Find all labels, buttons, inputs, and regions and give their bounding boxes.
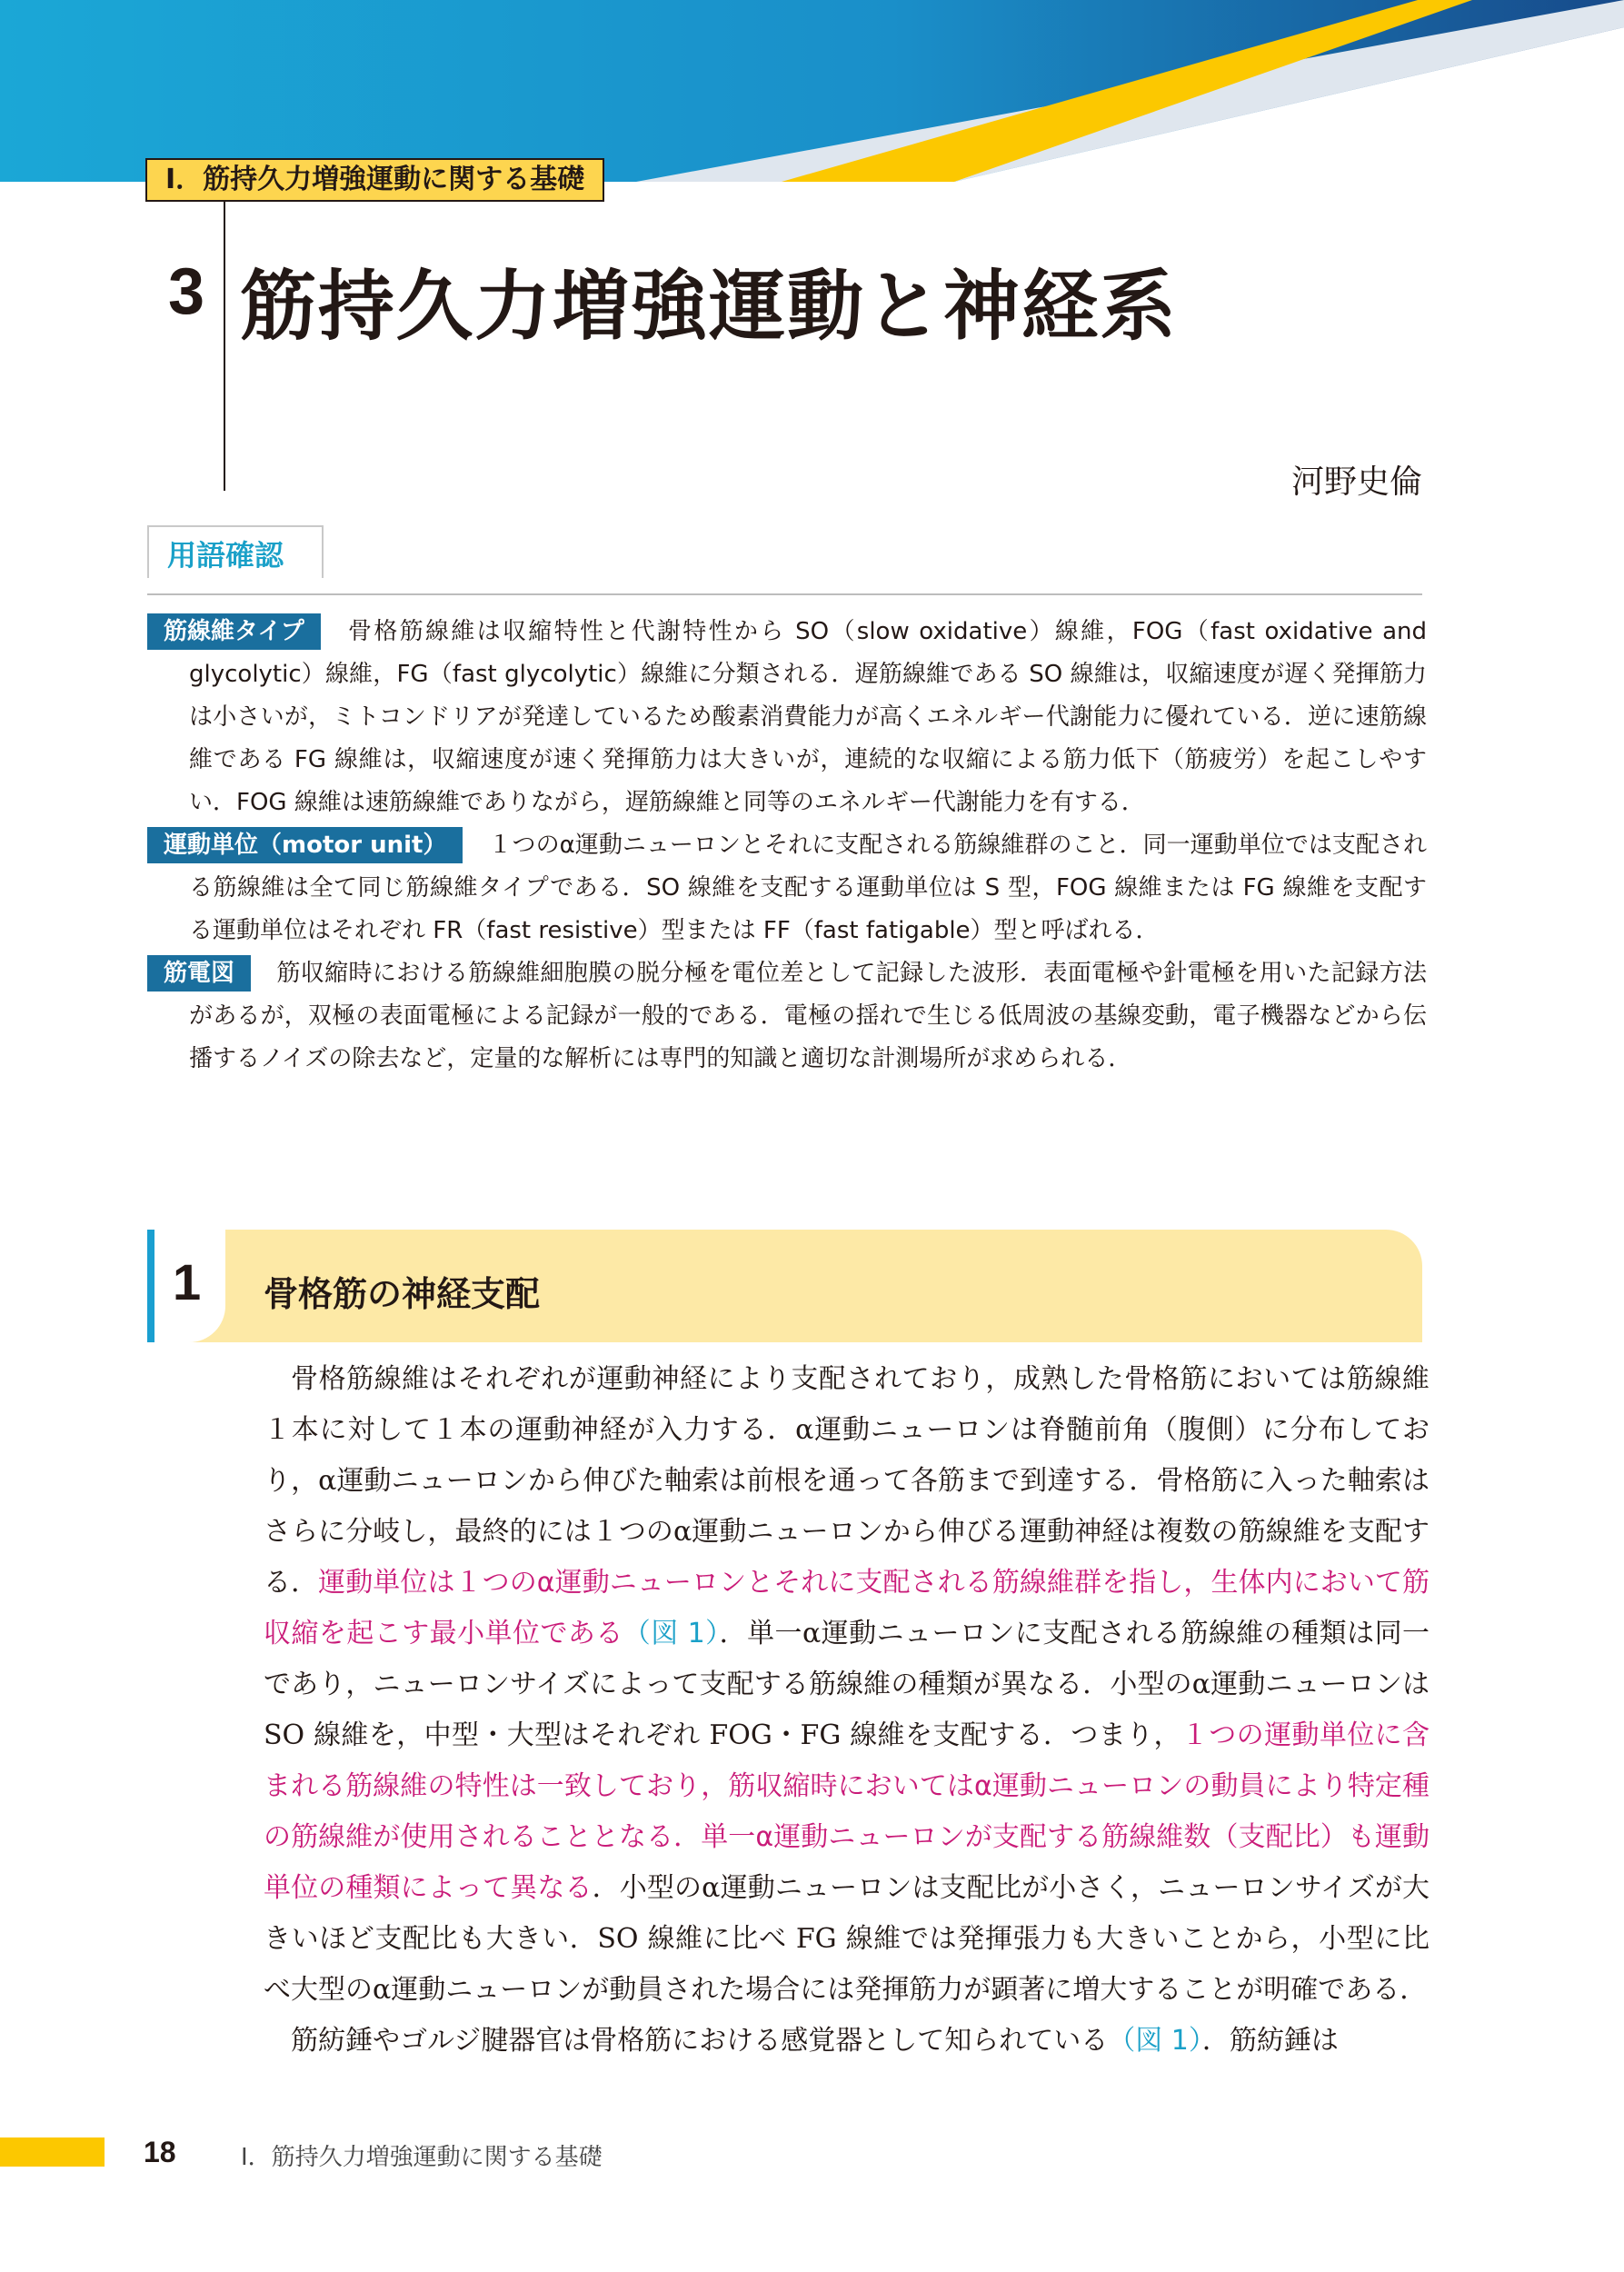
- running-title: Ⅰ．筋持久力増強運動に関する基礎: [241, 2144, 603, 2171]
- body-sentence: 筋紡錘やゴルジ腱器官は骨格筋における感覚器として知られている: [291, 2025, 1109, 2057]
- footer-bar: [0, 2137, 105, 2167]
- body-text: [264, 1354, 1430, 2067]
- highlight-text: １つの運動単位に含まれる筋線維の特性は一致しており，筋収縮時においてはα運動ニューロンの動員により特定種の筋線維が使用されることとなる．単一α運動ニューロンが支配する筋線維数（支配比）も運動単位の種類によって異なる: [264, 1719, 1430, 1904]
- terms-label: 用語確認: [167, 538, 284, 573]
- term-item: [147, 824, 1427, 952]
- paragraph: [264, 1354, 1430, 2016]
- body-sentence: ．単一α運動ニューロンに支配される筋線維の種類は同一であり，ニューロンサイズによって支配する筋線維の種類が異なる．小型のα運動ニューロンは SO 線維を，中型・大型はそれぞれ FOG・FG 線維を支配する．つまり，: [264, 1618, 1430, 1751]
- section-tag: Ⅰ．筋持久力増強運動に関する基礎: [145, 158, 604, 202]
- author: 河野史倫: [1290, 463, 1422, 501]
- body-sentence: ．筋紡錘は: [1201, 2025, 1339, 2057]
- term-tag: 筋線維タイプ: [147, 613, 321, 650]
- terms-divider: [147, 593, 1422, 595]
- body-sentence: 骨格筋線維はそれぞれが運動神経により支配されており，成熟した骨格筋においては筋線維１本に対して１本の運動神経が入力する．α運動ニューロンは脊髄前角（腹側）に分布しており，α運動ニューロンから伸びた軸索は前根を通って各筋まで到達する．骨格筋に入った軸索はさらに分岐し，最終的には１つのα運動ニューロンから伸びる運動神経は複数の筋線維を支配する．: [264, 1363, 1430, 1599]
- term-item: [147, 952, 1427, 1081]
- section-number: 1: [173, 1253, 202, 1310]
- term-tag: 運動単位（motor unit）: [147, 827, 463, 863]
- section-heading-bar: [147, 1230, 154, 1342]
- chapter-number: 3: [168, 255, 205, 328]
- body-sentence: ．小型のα運動ニューロンは支配比が小さく，ニューロンサイズが大きいほど支配比も大きい．SO 線維に比べ FG 線維では発揮張力も大きいことから，小型に比べ大型のα運動ニューロンが動員された場合には発揮筋力が顕著に増大することが明確である．: [264, 1872, 1430, 2006]
- term-text: 筋収縮時における筋線維細胞膜の脱分極を電位差として記録した波形．表面電極や針電極を用いた記録方法があるが，双極の表面電極による記録が一般的である．電極の揺れで生じる低周波の基線変動，電子機器などから伝播するノイズの除去など，定量的な解析には専門的知識と適切な計測場所が求められる．: [189, 960, 1427, 1072]
- figure-reference[interactable]: （図 1）: [1108, 2025, 1202, 2057]
- terms-list: [147, 611, 1427, 1081]
- term-tag: 筋電図: [147, 955, 251, 992]
- highlight-text: 運動単位は１つのα運動ニューロンとそれに支配される筋線維群を指し，生体内において筋収縮を起こす最小単位である: [264, 1567, 1430, 1649]
- term-text: 骨格筋線維は収縮特性と代謝特性から SO（slow oxidative）線維，FOG（fast oxidative and glycolytic）線維，FG（fast glycolytic）線維に分類される．遅筋線維である SO 線維は，収縮速度が遅く発揮筋力は小さいが，ミトコンドリアが発達しているため酸素消費能力が高くエネルギー代謝能力に優れている．逆に速筋線維である FG 線維は，収縮速度が速く発揮筋力は大きいが，連続的な収縮による筋力低下（筋疲労）を起こしやすい．FOG 線維は速筋線維でありながら，遅筋線維と同等のエネルギー代謝能力を有する．: [189, 618, 1427, 816]
- paragraph: [264, 2016, 1430, 2067]
- header-banner: [0, 0, 1624, 182]
- term-text: １つのα運動ニューロンとそれに支配される筋線維群のこと．同一運動単位では支配される筋線維は全て同じ筋線維タイプである．SO 線維を支配する運動単位は S 型，FOG 線維または FG 線維を支配する運動単位はそれぞれ FR（fast resistive）型または FF（fast fatigable）型と呼ばれる．: [189, 832, 1427, 944]
- page-number: 18: [144, 2136, 176, 2168]
- section-title: 骨格筋の神経支配: [264, 1274, 541, 1314]
- chapter-title: 筋持久力増強運動と神経系: [240, 262, 1179, 351]
- figure-reference[interactable]: （図 1）: [623, 1618, 720, 1649]
- term-item: [147, 611, 1427, 824]
- chapter-divider: [224, 200, 225, 491]
